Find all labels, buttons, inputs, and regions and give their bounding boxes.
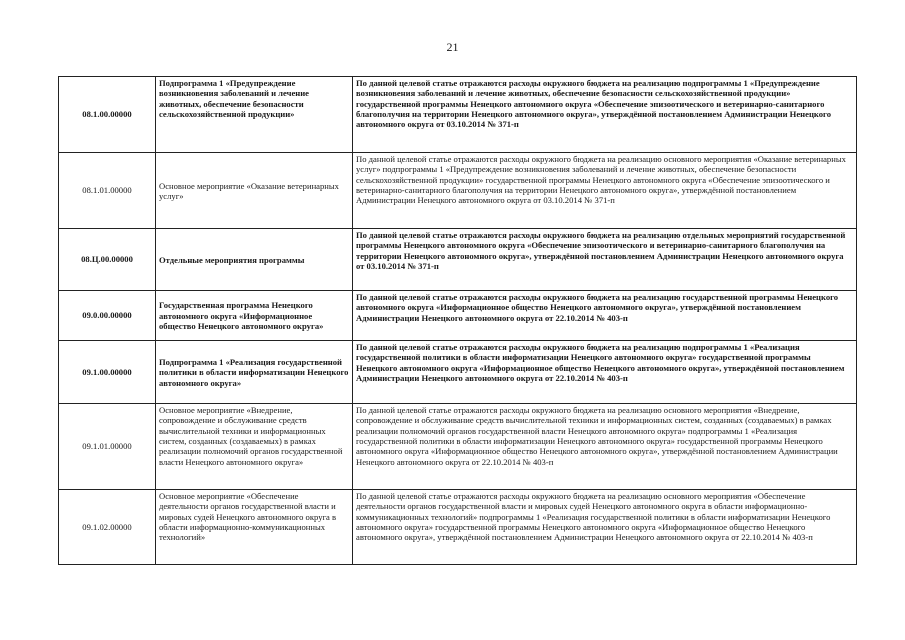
row-name: Основное мероприятие «Внедрение, сопровождение и обслуживание средств вычислительной техники и информационных систем, созданных (создаваемых) в рамках реализации полномочий органов государственной власти Ненецкого автономного округа» [156, 404, 353, 490]
row-code: 09.0.00.00000 [59, 291, 156, 341]
row-code: 09.1.00.00000 [59, 341, 156, 404]
row-description: По данной целевой статье отражаются расходы окружного бюджета на реализацию основного мероприятия «Обеспечение деятельности органов государственной власти и мировых судей Ненецкого автономного округа в области информационно-коммуникационных технологий» подпрограммы 1 «Реализация государственной политики в области информатизации Ненецкого автономного округа» государственной программы Ненецкого автономного округа «Информационное общество Ненецкого автономного округа», утверждённой постановлением Администрации Ненецкого автономного округа от 22.10.2014 № 403-п [353, 490, 857, 565]
row-code: 09.1.01.00000 [59, 404, 156, 490]
table-row [59, 291, 857, 341]
row-description: По данной целевой статье отражаются расходы окружного бюджета на реализацию подпрограммы 1 «Предупреждение возникновения заболеваний и лечение животных, обеспечение безопасности сельскохозяйственной продукции» государственной программы Ненецкого автономного округа «Обеспечение эпизоотического и ветеринарно-санитарного благополучия на территории Ненецкого автономного округа», утверждённой постановлением Администрации Ненецкого автономного округа от 03.10.2014 № 371-п [353, 77, 857, 153]
table-row [59, 404, 857, 490]
table-row [59, 77, 857, 153]
page-number: 21 [446, 40, 459, 54]
row-name: Подпрограмма 1 «Реализация государственной политики в области информатизации Ненецкого автономного округа» [156, 341, 353, 404]
table-row [59, 490, 857, 565]
table-row [59, 341, 857, 404]
row-name: Основное мероприятие «Обеспечение деятельности органов государственной власти и мировых судей Ненецкого автономного округа в области информационно-коммуникационных технологий» [156, 490, 353, 565]
row-code: 08.1.01.00000 [59, 153, 156, 229]
row-description: По данной целевой статье отражаются расходы окружного бюджета на реализацию основного мероприятия «Внедрение, сопровождение и обслуживание средств вычислительной техники и информационных систем, созданных (создаваемых) в рамках реализации полномочий органов государственной власти Ненецкого автономного округа» подпрограммы 1 «Реализация государственной политики в области информатизации Ненецкого автономного округа» государственной программы Ненецкого автономного округа «Информационное общество Ненецкого автономного округа», утверждённой постановлением Администрации Ненецкого автономного округа от 22.10.2014 № 403-п [353, 404, 857, 490]
target-articles-table [58, 76, 857, 565]
row-name: Отдельные мероприятия программы [156, 229, 353, 291]
row-code: 08.1.00.00000 [59, 77, 156, 153]
row-name: Государственная программа Ненецкого автономного округа «Информационное общество Ненецкого автономного округа» [156, 291, 353, 341]
row-description: По данной целевой статье отражаются расходы окружного бюджета на реализацию отдельных мероприятий государственной программы Ненецкого автономного округа «Обеспечение эпизоотического и ветеринарно-санитарного благополучия на территории Ненецкого автономного округа», утверждённой постановлением Администрации Ненецкого автономного округа от 03.10.2014 № 371-п [353, 229, 857, 291]
row-name: Подпрограмма 1 «Предупреждение возникновения заболеваний и лечение животных, обеспечение безопасности сельскохозяйственной продукции» [156, 77, 353, 153]
table-row [59, 153, 857, 229]
row-description: По данной целевой статье отражаются расходы окружного бюджета на реализацию подпрограммы 1 «Реализация государственной политики в области информатизации Ненецкого автономного округа» государственной программы Ненецкого автономного округа «Информационное общество Ненецкого автономного округа», утверждённой постановлением Администрации Ненецкого автономного округа от 22.10.2014 № 403-п [353, 341, 857, 404]
row-description: По данной целевой статье отражаются расходы окружного бюджета на реализацию основного мероприятия «Оказание ветеринарных услуг» подпрограммы 1 «Предупреждение возникновения заболеваний и лечение животных, обеспечение безопасности сельскохозяйственной продукции» государственной программы Ненецкого автономного округа «Обеспечение эпизоотического и ветеринарно-санитарного благополучия на территории Ненецкого автономного округа», утверждённой постановлением Администрации Ненецкого автономного округа от 03.10.2014 № 371-п [353, 153, 857, 229]
row-code: 08.Ц.00.00000 [59, 229, 156, 291]
row-name: Основное мероприятие «Оказание ветеринарных услуг» [156, 153, 353, 229]
row-description: По данной целевой статье отражаются расходы окружного бюджета на реализацию государственной программы Ненецкого автономного округа «Информационное общество Ненецкого автономного округа», утверждённой постановлением Администрации Ненецкого автономного округа от 22.10.2014 № 403-п [353, 291, 857, 341]
table-row [59, 229, 857, 291]
row-code: 09.1.02.00000 [59, 490, 156, 565]
